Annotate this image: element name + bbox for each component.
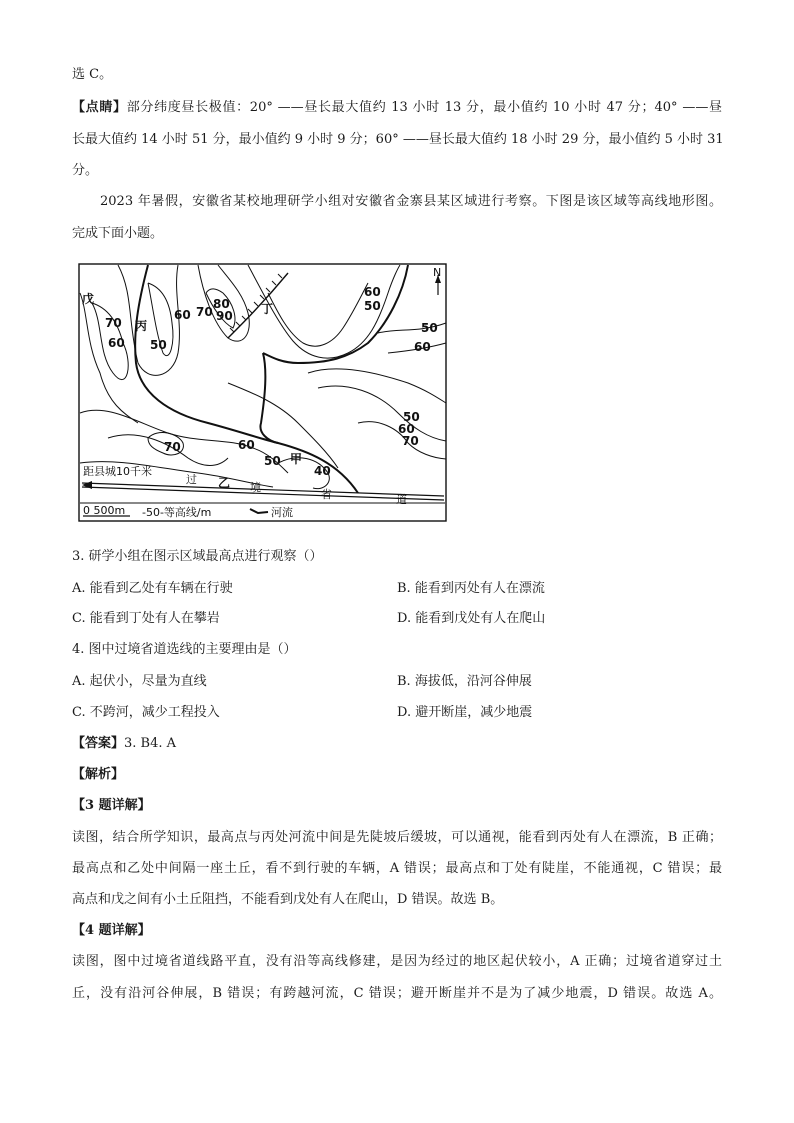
contour-label: 40 bbox=[314, 464, 331, 478]
place-bing: 丙 bbox=[135, 319, 148, 333]
analysis-tag: 【解析】 bbox=[72, 767, 125, 782]
tip-line-3: 分。 bbox=[72, 163, 99, 178]
contour-label: 50 bbox=[403, 410, 420, 424]
place-ding: 丁 bbox=[261, 302, 274, 316]
tip-line-2: 长最大值约 14 小时 51 分，最小值约 9 小时 9 分；60° ——昼长最大值约 18 小时 29 分，最小值约 5 小时 31 bbox=[72, 132, 724, 147]
q4-stem: 4. 图中过境省道选线的主要理由是（） bbox=[72, 642, 297, 657]
contour-label: 60 bbox=[174, 308, 191, 322]
contour-label: 60 bbox=[238, 438, 255, 452]
q4-option-b[interactable]: B. 海拔低，沿河谷伸展 bbox=[397, 674, 532, 689]
legend-scale: 0 500m bbox=[83, 504, 126, 517]
contour-label: 70 bbox=[105, 316, 122, 330]
q4-detail-line-1: 读图，图中过境省道线路平直，没有沿等高线修建，是因为经过的地区起伏较小，A 正确；过境省道穿过土 bbox=[72, 954, 722, 969]
legend-river: 河流 bbox=[271, 506, 293, 519]
q3-option-d[interactable]: D. 能看到戊处有人在爬山 bbox=[397, 611, 546, 626]
contour-label: 50 bbox=[364, 299, 381, 313]
q3-option-a[interactable]: A. 能看到乙处有车辆在行驶 bbox=[72, 581, 233, 596]
tip-tag: 【点睛】 bbox=[72, 100, 127, 115]
prev-answer-line: 选 C。 bbox=[72, 67, 113, 82]
q3-detail-line-2: 最高点和乙处中间隔一座土丘，看不到行驶的车辆，A 错误；最高点和丁处有陡崖，不能通视，C 错误；最 bbox=[72, 861, 722, 876]
contour-label: 50 bbox=[264, 454, 281, 468]
q3-detail-line-1: 读图，结合所学知识，最高点与丙处河流中间是先陡坡后缓坡，可以通视，能看到丙处有人在漂流，B 正确； bbox=[72, 830, 722, 845]
q4-option-c[interactable]: C. 不跨河，减少工程投入 bbox=[72, 705, 220, 720]
contour-label: 50 bbox=[421, 321, 438, 335]
q3-detail-line-3: 高点和戊之间有小土丘阻挡，不能看到戊处有人在爬山，D 错误。故选 B。 bbox=[72, 892, 504, 907]
contour-label: 60 bbox=[364, 285, 381, 299]
q4-option-d[interactable]: D. 避开断崖，减少地震 bbox=[397, 705, 533, 720]
contour-label: 70 bbox=[164, 440, 181, 454]
place-jia: 甲 bbox=[290, 452, 303, 466]
contour-map bbox=[78, 263, 447, 522]
contour-label: 70 bbox=[402, 434, 419, 448]
tip-line-1 bbox=[72, 99, 722, 117]
q3-stem: 3. 研学小组在图示区域最高点进行观察（） bbox=[72, 549, 323, 564]
answer-line bbox=[72, 735, 722, 753]
q4-detail-line-2: 丘，没有沿河谷伸展，B 错误；有跨越河流，C 错误；避开断崖并不是为了减少地震，D 错误。故选 A。 bbox=[72, 986, 722, 1001]
road-char: 省 bbox=[321, 488, 332, 501]
place-yi: 乙 bbox=[218, 476, 231, 490]
q4-detail-tag: 【4 题详解】 bbox=[72, 923, 151, 938]
road-char: 境 bbox=[250, 481, 261, 494]
answer-tag: 【答案】 bbox=[72, 736, 125, 751]
road-char: 过 bbox=[186, 473, 197, 486]
place-wu: 戊 bbox=[82, 292, 95, 306]
q3-option-b[interactable]: B. 能看到丙处有人在漂流 bbox=[397, 581, 545, 596]
tip-text-1: 部分纬度昼长极值：20° ——昼长最大值约 13 小时 13 分，最小值约 10 小时 47 分；40° ——昼 bbox=[126, 100, 722, 115]
contour-label: 70 bbox=[196, 305, 213, 319]
road-char: 道 bbox=[396, 493, 407, 506]
q3-option-c[interactable]: C. 能看到丁处有人在攀岩 bbox=[72, 611, 220, 626]
contour-label: 80 bbox=[213, 297, 230, 311]
contour-label: 60 bbox=[398, 422, 415, 436]
road-note: 距县城10千米 bbox=[83, 465, 152, 478]
intro-line-1: 2023 年暑假，安徽省某校地理研学小组对安徽省金寨县某区域进行考察。下图是该区域等高线地形图。 bbox=[100, 194, 722, 209]
q3-detail-tag: 【3 题详解】 bbox=[72, 798, 151, 813]
intro-line-2: 完成下面小题。 bbox=[72, 226, 164, 241]
answer-text: 3. B4. A bbox=[124, 736, 177, 751]
contour-label: 60 bbox=[108, 336, 125, 350]
contour-label: 90 bbox=[216, 309, 233, 323]
compass-label: N bbox=[433, 266, 442, 279]
q4-option-a[interactable]: A. 起伏小，尽量为直线 bbox=[72, 674, 207, 689]
legend-contour: -50-等高线/m bbox=[142, 506, 212, 519]
contour-label: 50 bbox=[150, 338, 167, 352]
contour-label: 60 bbox=[414, 340, 431, 354]
